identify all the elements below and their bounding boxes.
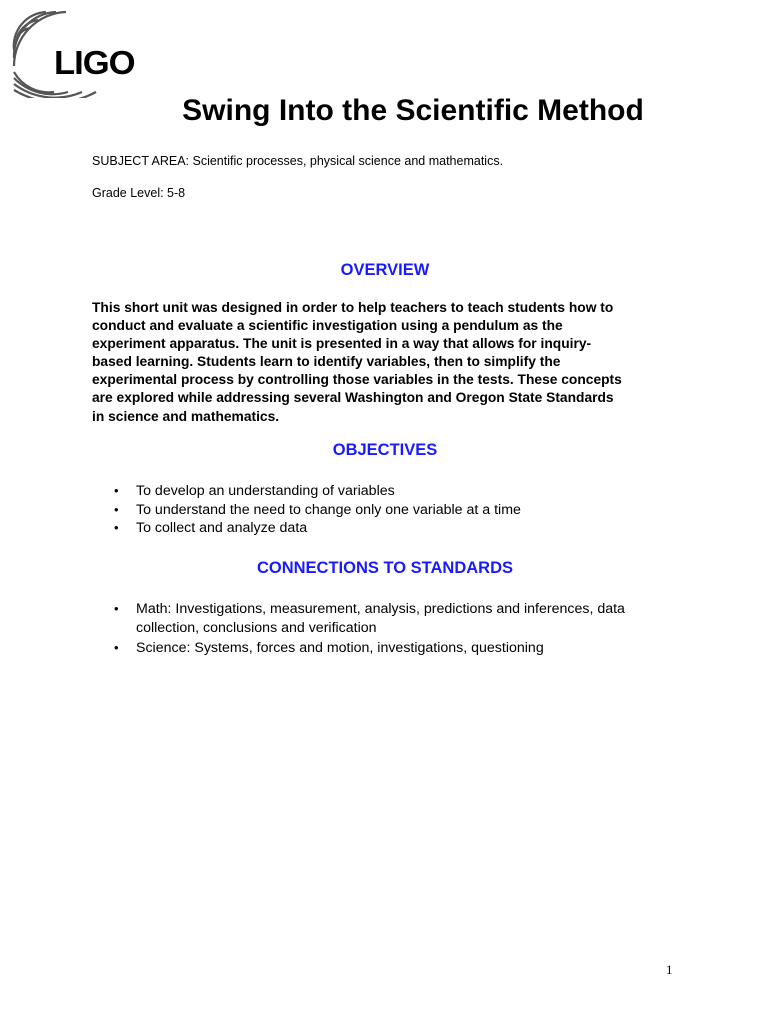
- standards-heading: CONNECTIONS TO STANDARDS: [256, 559, 514, 577]
- overview-heading: OVERVIEW: [340, 261, 430, 279]
- bullet-icon: •: [114, 483, 119, 498]
- overview-line: experiment apparatus. The unit is presented in a way that allows for inquiry-: [92, 336, 592, 352]
- overview-line: This short unit was designed in order to help teachers to teach students how to: [92, 300, 614, 315]
- objectives-list: [92, 482, 692, 538]
- objective-text: To collect and analyze data: [136, 520, 308, 536]
- overview-line: experimental process by controlling those variables in the tests. These concepts: [92, 372, 622, 388]
- objective-text: To develop an understanding of variables: [136, 483, 395, 499]
- objectives-heading: OBJECTIVES: [332, 441, 438, 459]
- page-title: Swing Into the Scientific Method: [182, 94, 644, 127]
- list-item: [92, 501, 692, 520]
- overview-line: based learning. Students learn to identify variables, then to simplify the: [92, 354, 561, 370]
- bullet-icon: •: [114, 601, 119, 616]
- subject-area: SUBJECT AREA: Scientific processes, physical science and mathematics.: [92, 154, 504, 168]
- list-item: [92, 600, 692, 637]
- grade-level: Grade Level: 5-8: [92, 186, 186, 200]
- logo-text: LIGO: [54, 44, 135, 81]
- list-item: [92, 519, 692, 538]
- bullet-icon: •: [114, 501, 119, 517]
- overview-line: conduct and evaluate a scientific investigation using a pendulum as the: [92, 318, 563, 334]
- objective-text: To understand the need to change only one variable at a time: [136, 501, 521, 518]
- overview-line: are explored while addressing several Washington and Oregon State Standards: [92, 390, 614, 406]
- bullet-icon: •: [114, 640, 119, 655]
- list-item: [92, 482, 692, 501]
- standard-text: Science: Systems, forces and motion, investigations, questioning: [136, 640, 544, 656]
- standard-text: Math: Investigations, measurement, analysis, predictions and inferences, data: [136, 601, 625, 617]
- standard-text-continued: collection, conclusions and verification: [136, 619, 377, 636]
- ligo-logo: [8, 6, 148, 98]
- bullet-icon: •: [114, 520, 119, 535]
- list-item: [92, 639, 692, 658]
- standards-list: [92, 600, 692, 660]
- overview-line: in science and mathematics.: [92, 408, 280, 424]
- page-number: 1: [666, 962, 673, 977]
- overview-paragraph: [92, 299, 682, 426]
